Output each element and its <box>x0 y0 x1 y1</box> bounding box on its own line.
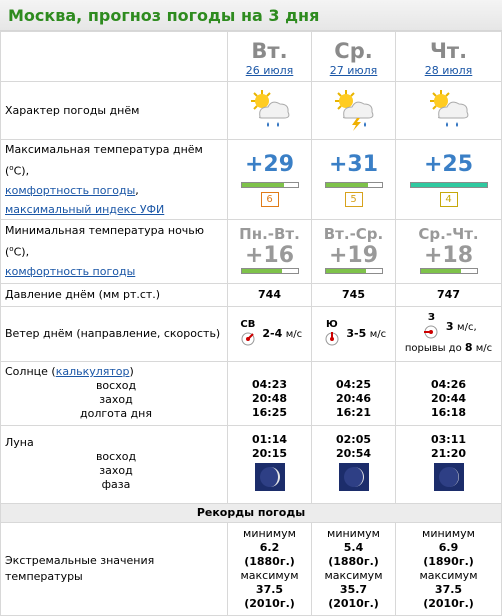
wind-speed: 3 <box>445 320 454 334</box>
uvi-badge: 5 <box>345 192 363 207</box>
moon-phase-icon <box>255 463 285 491</box>
record-min-year: (1880г.) <box>328 554 379 568</box>
tmin-period: Пн.-Вт. <box>239 224 300 243</box>
sunset-time: 20:44 <box>430 392 466 406</box>
tmin-cell-0 <box>228 219 312 283</box>
pressure-value: 745 <box>312 283 396 306</box>
pressure-label: Давление днём (мм рт.ст.) <box>1 283 228 306</box>
wind-cell-0 <box>228 306 312 361</box>
wind-direction: Ю <box>325 318 338 330</box>
day-name: Ср. <box>334 38 373 63</box>
sunrise-label: восход <box>95 379 137 393</box>
record-max-label: максимум <box>324 568 383 582</box>
moon-cell-2 <box>396 425 502 503</box>
record-min-value: 5.4 <box>343 540 364 554</box>
day-date-link[interactable]: 28 июля <box>424 63 473 77</box>
sun-cell-0 <box>228 361 312 425</box>
wind-unit: м/с <box>285 328 303 340</box>
comfort-bar <box>325 182 383 188</box>
comfort-link-night[interactable]: комфортность погоды <box>5 264 136 278</box>
daylength-value: 16:18 <box>430 406 466 420</box>
pressure-value: 747 <box>396 283 502 306</box>
comfort-bar-fill <box>326 269 366 273</box>
tmin-row <box>1 219 502 283</box>
records-row <box>1 522 502 615</box>
partly-cloudy-rain-icon <box>246 87 294 131</box>
tmin-cell-1 <box>312 219 396 283</box>
wind-cell-2 <box>396 306 502 361</box>
tmin-value: +19 <box>328 242 379 268</box>
moon-row <box>1 425 502 503</box>
records-header-row <box>1 503 502 522</box>
degree-mark: o <box>9 164 14 172</box>
moon-phase-label: фаза <box>101 478 131 492</box>
record-max-year: (2010г.) <box>423 596 474 610</box>
moon-cell-1 <box>312 425 396 503</box>
wind-direction-icon <box>237 320 259 348</box>
wind-row <box>1 306 502 361</box>
pressure-row <box>1 283 502 306</box>
wind-unit: м/с <box>369 328 387 340</box>
comfort-bar-fill <box>242 183 284 187</box>
day-header-2 <box>396 32 502 82</box>
record-min-label: минимум <box>422 526 475 540</box>
tmin-label <box>1 219 228 283</box>
tmax-label-text: Максимальная температура днём ( <box>5 143 203 178</box>
sunset-time: 20:48 <box>251 392 287 406</box>
tmax-row <box>1 140 502 220</box>
moonrise-label: восход <box>95 450 137 464</box>
sunset-label: заход <box>99 393 133 407</box>
weather-label: Характер погоды днём <box>1 82 228 140</box>
record-min-label: минимум <box>327 526 380 540</box>
tmin-period: Ср.-Чт. <box>418 224 479 243</box>
wind-cell-1 <box>312 306 396 361</box>
wind-label: Ветер днём (направление, скорость) <box>1 306 228 361</box>
record-max-value: 35.7 <box>339 582 368 596</box>
degree-mark: o <box>9 245 14 254</box>
tmin-label-text: Минимальная температура ночью ( <box>5 224 205 259</box>
moonrise-time: 02:05 <box>335 433 371 447</box>
moonset-label: заход <box>99 464 133 478</box>
tmax-cell-2 <box>396 140 502 220</box>
record-min-label: минимум <box>243 526 296 540</box>
tmax-value: +25 <box>423 151 474 177</box>
records-title: Рекорды погоды <box>1 503 502 522</box>
sun-row <box>1 361 502 425</box>
comfort-bar <box>241 268 299 274</box>
pressure-value: 744 <box>228 283 312 306</box>
comfort-bar <box>325 268 383 274</box>
sunrise-time: 04:25 <box>335 378 371 392</box>
daylength-value: 16:25 <box>251 406 287 420</box>
record-cell-1 <box>312 522 396 615</box>
uvi-link[interactable]: максимальный индекс УФИ <box>5 202 165 216</box>
wind-speed: 2-4 <box>262 326 283 340</box>
comfort-bar <box>410 182 488 188</box>
records-label: Экстремальные значения температуры <box>1 522 228 615</box>
tmax-cell-0 <box>228 140 312 220</box>
page-title: Москва, прогноз погоды на 3 дня <box>8 5 320 25</box>
comfort-bar-fill <box>421 269 461 273</box>
record-max-value: 37.5 <box>255 582 284 596</box>
sun-label-close: ) <box>129 365 134 379</box>
wind-direction: З <box>427 312 435 324</box>
day-name: Вт. <box>251 38 288 63</box>
tmin-value: +18 <box>423 242 474 268</box>
tmax-value: +31 <box>328 151 379 177</box>
moonrise-time: 01:14 <box>251 433 287 447</box>
weather-row <box>1 82 502 140</box>
tmax-label-suffix: C), <box>13 164 30 178</box>
sunrise-time: 04:23 <box>251 378 287 392</box>
comfort-bar-fill <box>411 183 487 187</box>
comfort-bar <box>420 268 478 274</box>
wind-speed: 3-5 <box>346 326 367 340</box>
wind-direction-icon <box>321 320 343 348</box>
tmax-label: Максимальная температура днём ($^o$C), комфортность погоды, максимальный индекс УФИ <box>1 140 228 220</box>
sunset-time: 20:46 <box>335 392 371 406</box>
page-header <box>0 0 502 31</box>
sun-cell-2 <box>396 361 502 425</box>
tmin-cell-2 <box>396 219 502 283</box>
sunrise-time: 04:26 <box>430 378 466 392</box>
moonset-time: 20:54 <box>335 447 371 461</box>
sun-label: Солнце ( <box>5 365 56 379</box>
moonset-time: 21:20 <box>430 447 466 461</box>
day-name: Чт. <box>429 38 468 63</box>
weather-cell-1 <box>312 82 396 140</box>
comfort-bar-fill <box>242 269 282 273</box>
partly-cloudy-rain-icon <box>425 87 473 131</box>
sun-label-cell <box>1 361 228 425</box>
wind-unit: м/с, <box>457 322 477 334</box>
sun-calculator-link[interactable]: калькулятор <box>55 365 130 379</box>
uvi-badge: 4 <box>440 192 458 207</box>
moon-phase-icon <box>434 463 464 491</box>
sun-cell-1 <box>312 361 396 425</box>
day-header-1 <box>312 32 396 82</box>
record-max-value: 37.5 <box>434 582 463 596</box>
gust-unit: м/с <box>475 343 493 355</box>
record-cell-2 <box>396 522 502 615</box>
weather-cell-2 <box>396 82 502 140</box>
record-min-year: (1890г.) <box>423 554 474 568</box>
comfort-bar <box>241 182 299 188</box>
uvi-badge: 6 <box>261 192 279 207</box>
moon-cell-0 <box>228 425 312 503</box>
moonrise-time: 03:11 <box>430 433 466 447</box>
gust-speed: 8 <box>464 341 473 355</box>
day-date-link[interactable]: 26 июля <box>245 63 294 77</box>
moon-phase-icon <box>339 463 369 491</box>
record-max-year: (2010г.) <box>244 596 295 610</box>
tmax-value: +29 <box>244 151 295 177</box>
record-min-value: 6.2 <box>259 540 280 554</box>
wind-direction-icon <box>420 313 442 341</box>
forecast-table <box>0 31 502 616</box>
tmin-period: Вт.-Ср. <box>323 224 384 243</box>
day-date-link[interactable]: 27 июля <box>329 63 378 77</box>
comfort-link[interactable]: комфортность погоды <box>5 183 136 197</box>
comfort-bar-fill <box>326 183 368 187</box>
daylength-label: долгота дня <box>80 407 152 421</box>
record-max-year: (2010г.) <box>328 596 379 610</box>
moon-label: Луна <box>5 436 34 450</box>
record-min-value: 6.9 <box>438 540 459 554</box>
corner-cell <box>1 32 228 82</box>
record-max-label: максимум <box>419 568 478 582</box>
record-min-year: (1880г.) <box>244 554 295 568</box>
record-max-label: максимум <box>240 568 299 582</box>
weather-cell-0 <box>228 82 312 140</box>
day-header-0 <box>228 32 312 82</box>
tmax-cell-1 <box>312 140 396 220</box>
moon-label-cell <box>1 425 228 503</box>
tmin-value: +16 <box>244 242 295 268</box>
gust-prefix: порывы до <box>404 343 462 355</box>
partly-cloudy-thunder-icon <box>330 87 378 131</box>
moonset-time: 20:15 <box>251 447 287 461</box>
daylength-value: 16:21 <box>335 406 371 420</box>
record-cell-0 <box>228 522 312 615</box>
tmin-label-suffix: C), <box>13 245 30 259</box>
wind-direction: СВ <box>240 318 256 330</box>
day-header-row <box>1 32 502 82</box>
